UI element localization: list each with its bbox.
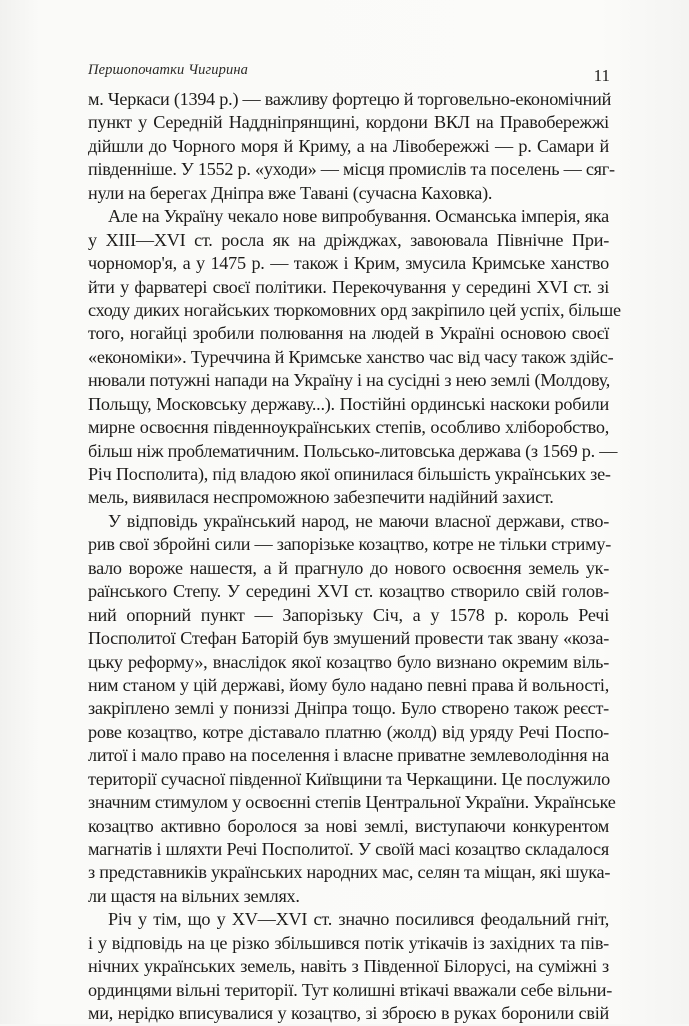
text-line: південніше. У 1552 р. «уходи» — місця промислів та поселень — сяг- [88, 159, 615, 180]
page-number: 11 [593, 66, 610, 85]
text-line: йти у фарватері своєї політики. Перекочування у середині XVI ст. зі [88, 276, 609, 297]
text-line: мель, виявилася неспроможною забезпечити надійний захист. [88, 487, 554, 508]
text-line: У відповідь український народ, не маючи власної держави, ство- [108, 510, 609, 531]
text-line: ний опорний пункт — Запорізьку Січ, а у 1578 р. король Речі [88, 604, 609, 625]
text-line: м. Черкаси (1394 р.) — важливу фортецю й торговельно-економічний [88, 89, 612, 109]
text-line: Польщу, Московську державу...). Постійні ординські наскоки робили [88, 393, 609, 414]
text-line: нули на берегах Дніпра вже Тавані (сучасна Каховка). [88, 182, 493, 203]
text-line: ординцями вільні території. Тут колишні втікачі вважали себе вільни- [88, 979, 613, 1000]
paragraph-4 [88, 908, 613, 1025]
text-line: цьку реформу», внаслідок якої козацтво було визнано окремим віль- [88, 651, 609, 672]
text-line: рове козацтво, котре діставало платню (жолд) від уряду Речі Поспо- [88, 721, 609, 742]
text-line: рив свої збройні сили — запорізьке козацтво, котре не тільки стриму- [88, 534, 612, 555]
text-line: козацтво активно боролося за нові землі, виступаючи конкурентом [88, 815, 609, 836]
text-line: пункт у Середній Наддніпрянщині, кордони ВКЛ на Правобережжі [88, 112, 609, 133]
text-line: «економіки». Туреччина й Кримське ханство час від часу також здійс- [88, 346, 614, 367]
text-line: більш ніж проблематичним. Польсько-литовська держава (з 1569 р. — [88, 440, 618, 461]
text-line: литої і мало право на поселення і власне приватне землеволодіння на [88, 745, 609, 766]
text-line: у XIII—XVI ст. росла як на дріжджах, завоювала Північне При- [88, 229, 609, 250]
text-line: ми, нерідко вписувалися у козацтво, зі зброєю в руках боронили свій [88, 1003, 609, 1024]
paragraph-1 [88, 88, 615, 205]
text-line: дійшли до Чорного моря й Криму, а на Лівобережжі — р. Самари й [88, 135, 609, 156]
body-text [88, 88, 621, 1026]
text-line: вало вороже нашестя, а й прагнуло до нового освоєння земель ук- [88, 557, 609, 578]
text-line: ним станом у цій державі, йому було надано певні права й вольності, [88, 674, 609, 695]
text-line: Річ у тім, що у XV—XVI ст. значно посилився феодальний гніт, [108, 909, 609, 930]
paragraph-2 [88, 205, 621, 510]
text-line: Посполитої Стефан Баторій був змушений провести так звану «коза- [88, 628, 609, 649]
text-line: нювали потужні напади на Україну і на сусідні з нею землі (Молдову, [88, 370, 611, 391]
text-line: ли щастя на вільних землях. [88, 885, 300, 906]
text-line: з представників українських народних мас, селян та міщан, які шука- [88, 862, 611, 883]
text-line: Але на Україну чекало нове випробування. Османська імперія, яка [108, 206, 609, 227]
text-line: закріплено землі у пониззі Дніпра тощо. Було створено також реєст- [88, 698, 609, 719]
running-head-title: Першопочатки Чигирина [88, 62, 248, 78]
text-line: раїнського Степу. У середині XVI ст. козацтво створило свій голов- [88, 581, 609, 602]
text-line: сходу диких ногайських тюркомовних орд закріпило цей успіх, більше [88, 299, 621, 320]
text-line: території сучасної південної Київщини та Черкащини. Це послужило [88, 768, 610, 789]
text-line: нічних українських земель, навіть з Південної Білорусі, на суміжні з [88, 956, 609, 977]
text-line: і у відповідь на це різко збільшився потік утікачів із західних та пів- [88, 932, 609, 953]
paragraph-3 [88, 510, 616, 908]
text-line: того, ногайці зробили полювання на людей в Україні основою своєї [88, 323, 609, 344]
text-line: чорномор'я, а у 1475 р. — також і Крим, змусила Кримське ханство [88, 253, 609, 274]
text-line: магнатів і шляхти Речі Посполитої. У своїй масі козацтво складалося [88, 839, 609, 859]
text-line: Річ Посполита), під владою якої опинилася більшість українських зе- [88, 464, 611, 484]
text-line: значним стимулом у освоєнні степів Центральної України. Українське [88, 792, 616, 813]
text-line: мирне освоєння південноукраїнських степів, особливо хліборобство, [88, 417, 609, 438]
